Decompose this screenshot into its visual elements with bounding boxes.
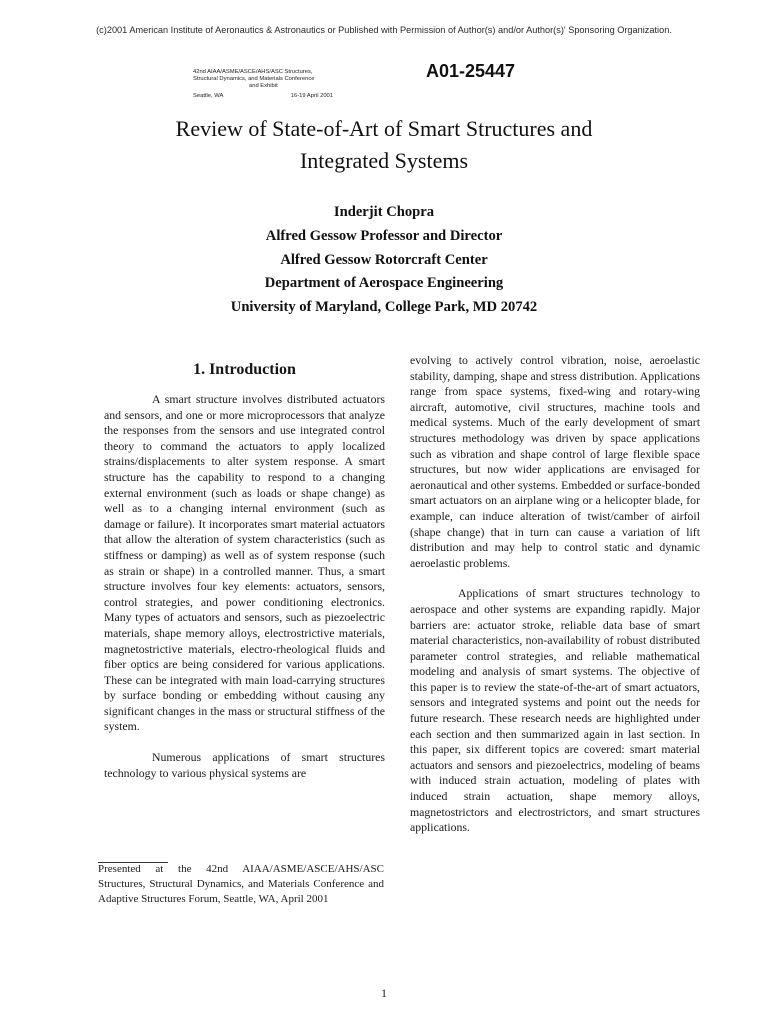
right-column: [410, 353, 700, 836]
conference-info: [193, 69, 353, 100]
page-number: 1: [381, 986, 387, 1000]
right-paragraph-1: evolving to actively control vibration, noise, aeroelastic stability, damping, shape and stress distribution. Applications range from space systems, fixed-wing and rotary-wing aircraft, automotive, civil structures, machine tools and medical systems. Much of the early development of smart structures methodology was driven by space applications such as vibration and shape control of large flexible space structures, but now wider applications are envisaged for aeronautical and other systems. Embedded or surface-bonded smart actuators on an airplane wing or a helicopter blade, for example, can induce alteration of twist/camber of airfoil (shape change) that in turn can cause a variation of lift distribution and may help to control static and dynamic aeroelastic problems.: [410, 353, 700, 570]
section-heading: 1. Introduction: [193, 361, 296, 378]
author-center: Alfred Gessow Rotorcraft Center: [280, 251, 488, 268]
author-name: Inderjit Chopra: [333, 204, 435, 220]
intro-paragraph-1: A smart structure involves distributed actuators and sensors, and one or more microprocessors that analyze the responses from the sensors and use integrated control theory to command the actuators to apply localized strains/displacements to alter system response. A smart structure has the capability to respond to a changing external environment (such as loads or shape change) as well as to a changing internal environment (such as damage or failure). It incorporates smart material actuators that allow the alteration of system characteristics (such as stiffness or damping) as well as of system response (such as strain or shape) in a controlled manner. Thus, a smart structure involves four key elements: actuators, sensors, control strategies, and power conditioning electronics. Many types of actuators and sensors, such as piezoelectric materials, shape memory alloys, electrostrictive materials, magnetostrictive materials, electro-rheological fluids and fiber optics are being considered for various applications. These can be integrated with main load-carrying structures by surface bonding or embedding without causing any significant changes in the mass or structural stiffness of the system.: [104, 392, 385, 734]
right-paragraph-2: Applications of smart structures technology to aerospace and other systems are expanding rapidly. Major barriers are: actuator stroke, reliable data base of smart material characteristics, non-availability of robust distributed parameter control strategies, and reliable mathematical modeling and analysis of smart systems. The objective of this paper is to review the state-of-the-art of smart actuators, sensors and integrated systems and point out the needs for future research. These research needs are highlighted under each section and then summarized again in last section. In this paper, six different topics are covered: smart material actuators and sensors and piezoelectrics, modeling of beams with induced strain actuation, modeling of plates with induced strain actuation, shape memory alloys, magnetostrictors and electrostrictors, and smart structures applications.: [410, 586, 700, 835]
conference-line-2: Structural Dynamics, and Materials Conference: [193, 76, 315, 82]
left-column: [104, 360, 385, 781]
author-department: Department of Aerospace Engineering: [264, 275, 504, 292]
footnote: [98, 862, 384, 907]
paper-title: [0, 113, 768, 177]
title-line-2: Integrated Systems: [299, 148, 469, 173]
author-university: University of Maryland, College Park, MD 20742: [230, 299, 538, 316]
conference-line-1: 42nd AIAA/ASME/ASCE/AHS/ASC Structures,: [193, 69, 313, 75]
copyright-notice: (c)2001 American Institute of Aeronautics & Astronautics or Published with Permission of Author(s) and/or Author(s)' Sponsoring Organization.: [96, 25, 672, 35]
title-line-1: Review of State-of-Art of Smart Structures and: [175, 116, 593, 141]
footnote-text: Presented at the 42nd AIAA/ASME/ASCE/AHS/ASC Structures, Structural Dynamics, and Materials Conference and Adaptive Structures Forum, Seattle, WA, April 2001: [98, 863, 384, 905]
conference-line-3: and Exhibit: [249, 83, 278, 89]
author-block: [0, 201, 768, 320]
intro-paragraph-2: Numerous applications of smart structures technology to various physical systems are: [104, 750, 385, 780]
conference-dates: 16-19 April 2001: [290, 93, 333, 99]
conference-location: Seattle, WA: [193, 93, 224, 99]
paper-id: A01-25447: [426, 61, 516, 81]
author-position: Alfred Gessow Professor and Director: [265, 227, 503, 244]
